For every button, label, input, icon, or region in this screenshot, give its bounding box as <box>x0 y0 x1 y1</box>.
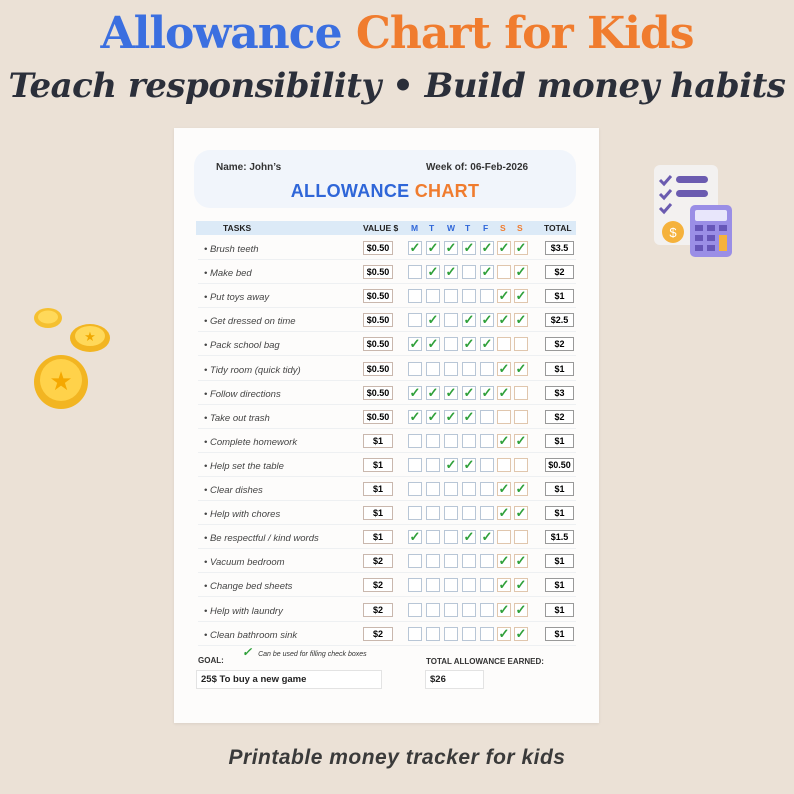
day-checkbox[interactable] <box>514 386 528 400</box>
day-checkbox[interactable] <box>497 241 511 255</box>
day-checkbox[interactable] <box>444 458 458 472</box>
check-icon: ✓ <box>515 625 527 641</box>
task-name: • Help set the table <box>204 460 284 472</box>
day-checkbox[interactable] <box>444 506 458 520</box>
check-icon: ✓ <box>409 529 421 545</box>
day-checkbox[interactable] <box>408 313 422 327</box>
day-checkbox[interactable] <box>497 313 511 327</box>
day-checkbox[interactable] <box>408 603 422 617</box>
task-total[interactable]: $1 <box>545 627 574 641</box>
day-checkbox[interactable] <box>426 362 440 376</box>
task-name: • Help with laundry <box>204 605 283 617</box>
svg-text:★: ★ <box>84 329 96 344</box>
check-icon: ✓ <box>463 336 475 352</box>
allowance-chart-sheet <box>174 128 599 723</box>
task-name: • Follow directions <box>204 388 281 400</box>
day-checkbox[interactable] <box>497 386 511 400</box>
subtitle: Teach responsibility • Build money habits <box>8 66 786 106</box>
task-label: Brush teeth <box>209 244 259 255</box>
day-checkbox[interactable] <box>426 530 440 544</box>
task-total[interactable]: $1 <box>545 578 574 592</box>
day-checkbox[interactable] <box>408 554 422 568</box>
check-icon: ✓ <box>409 336 421 352</box>
day-checkbox[interactable] <box>514 603 528 617</box>
task-name: • Change bed sheets <box>204 581 293 593</box>
day-checkbox[interactable] <box>444 289 458 303</box>
task-value[interactable]: $0.50 <box>363 362 393 376</box>
day-checkbox[interactable] <box>514 506 528 520</box>
task-value[interactable]: $0.50 <box>363 313 393 327</box>
day-checkbox[interactable] <box>480 530 494 544</box>
check-icon: ✓ <box>481 312 493 328</box>
day-checkbox[interactable] <box>426 313 440 327</box>
day-checkbox[interactable] <box>462 530 476 544</box>
day-checkbox[interactable] <box>408 627 422 641</box>
day-checkbox[interactable] <box>462 241 476 255</box>
task-label: Follow directions <box>209 388 281 400</box>
check-icon: ✓ <box>427 408 439 424</box>
task-total[interactable]: $1 <box>545 603 574 617</box>
task-total[interactable]: $1 <box>545 506 574 520</box>
check-icon: ✓ <box>481 240 493 255</box>
task-label: Clear dishes <box>209 485 263 496</box>
col-day: S <box>517 223 523 233</box>
child-name: Name: John’s <box>216 162 282 173</box>
check-icon: ✓ <box>498 505 510 521</box>
day-checkbox[interactable] <box>462 506 476 520</box>
footer-caption: Printable money tracker for kids <box>228 746 566 769</box>
day-checkbox[interactable] <box>514 410 528 424</box>
day-checkbox[interactable] <box>462 458 476 472</box>
day-checkbox[interactable] <box>497 362 511 376</box>
check-icon: ✓ <box>515 288 527 304</box>
day-checkbox[interactable] <box>444 265 458 279</box>
check-icon: ✓ <box>427 384 439 400</box>
day-checkbox[interactable] <box>514 530 528 544</box>
task-name: • Clean bathroom sink <box>204 629 298 641</box>
task-label: Clean bathroom sink <box>209 629 298 641</box>
day-checkbox[interactable] <box>462 554 476 568</box>
task-label: Help with laundry <box>209 605 283 617</box>
day-checkbox[interactable] <box>462 265 476 279</box>
day-checkbox[interactable] <box>444 578 458 592</box>
day-checkbox[interactable] <box>514 482 528 496</box>
day-checkbox[interactable] <box>408 458 422 472</box>
day-checkbox[interactable] <box>480 386 494 400</box>
check-icon: ✓ <box>481 384 493 400</box>
table-row <box>198 549 576 573</box>
day-checkbox[interactable] <box>444 627 458 641</box>
task-label: Make bed <box>209 268 252 280</box>
task-value[interactable]: $2 <box>363 578 393 592</box>
col-tasks: TASKS <box>223 223 252 233</box>
check-icon: ✓ <box>515 505 527 521</box>
task-total[interactable]: $2 <box>545 337 574 351</box>
day-checkbox[interactable] <box>497 603 511 617</box>
day-checkbox[interactable] <box>497 337 511 351</box>
check-icon: ✓ <box>463 384 475 400</box>
check-icon: ✓ <box>463 529 475 545</box>
task-value[interactable]: $0.50 <box>363 289 393 303</box>
task-total[interactable]: $2.5 <box>545 313 574 327</box>
day-checkbox[interactable] <box>426 578 440 592</box>
note-text: Can be used for filling check boxes <box>258 651 367 658</box>
table-row <box>198 236 576 260</box>
day-checkbox[interactable] <box>462 603 476 617</box>
day-checkbox[interactable] <box>480 506 494 520</box>
check-icon: ✓ <box>498 601 510 617</box>
col-day: T <box>429 223 435 233</box>
day-checkbox[interactable] <box>408 434 422 448</box>
day-checkbox[interactable] <box>497 265 511 279</box>
table-row <box>198 284 576 308</box>
task-label: Vacuum bedroom <box>209 557 285 569</box>
day-checkbox[interactable] <box>462 578 476 592</box>
day-checkbox[interactable] <box>426 627 440 641</box>
day-checkbox[interactable] <box>426 603 440 617</box>
table-row <box>198 453 576 477</box>
day-checkbox[interactable] <box>480 578 494 592</box>
day-checkbox[interactable] <box>426 482 440 496</box>
day-checkbox[interactable] <box>497 627 511 641</box>
check-icon: ✓ <box>481 336 493 352</box>
goal-field[interactable]: 25$ To buy a new game <box>196 670 382 689</box>
day-checkbox[interactable] <box>444 337 458 351</box>
table-row <box>198 308 576 332</box>
task-total[interactable]: $3 <box>545 386 574 400</box>
day-checkbox[interactable] <box>497 458 511 472</box>
day-checkbox[interactable] <box>462 434 476 448</box>
day-checkbox[interactable] <box>444 530 458 544</box>
table-row <box>198 405 576 429</box>
check-icon: ✓ <box>445 408 457 424</box>
check-icon: ✓ <box>242 645 253 659</box>
sheet-header <box>194 150 576 208</box>
day-checkbox[interactable] <box>497 482 511 496</box>
task-name: • Tidy room (quick tidy) <box>204 364 301 376</box>
task-value[interactable]: $0.50 <box>363 410 393 424</box>
task-value[interactable]: $2 <box>363 603 393 617</box>
check-icon: ✓ <box>498 288 510 304</box>
title-part2: Chart for Kids <box>355 8 694 59</box>
table-row <box>198 381 576 405</box>
day-checkbox[interactable] <box>426 410 440 424</box>
day-checkbox[interactable] <box>514 337 528 351</box>
day-checkbox[interactable] <box>514 289 528 303</box>
day-checkbox[interactable] <box>462 482 476 496</box>
day-checkbox[interactable] <box>514 313 528 327</box>
task-value[interactable]: $0.50 <box>363 386 393 400</box>
day-checkbox[interactable] <box>480 458 494 472</box>
day-checkbox[interactable] <box>426 458 440 472</box>
check-icon: ✓ <box>481 264 493 280</box>
total-earned-field[interactable]: $26 <box>425 670 484 689</box>
day-checkbox[interactable] <box>426 289 440 303</box>
day-checkbox[interactable] <box>426 554 440 568</box>
check-icon: ✓ <box>498 577 510 593</box>
day-checkbox[interactable] <box>426 386 440 400</box>
task-value[interactable]: $1 <box>363 530 393 544</box>
table-header <box>196 221 576 235</box>
check-icon: ✓ <box>481 529 493 545</box>
task-value[interactable]: $0.50 <box>363 241 393 255</box>
day-checkbox[interactable] <box>408 241 422 255</box>
task-value[interactable]: $2 <box>363 554 393 568</box>
table-row <box>198 477 576 501</box>
day-checkbox[interactable] <box>408 578 422 592</box>
task-name: • Brush teeth <box>204 244 259 255</box>
task-label: Help set the table <box>209 460 284 472</box>
task-label: Get dressed on time <box>209 316 296 328</box>
day-checkbox[interactable] <box>480 265 494 279</box>
check-icon: ✓ <box>498 240 510 255</box>
day-checkbox[interactable] <box>514 627 528 641</box>
task-total[interactable]: $2 <box>545 410 574 424</box>
check-icon: ✓ <box>498 312 510 328</box>
task-name: • Make bed <box>204 268 252 280</box>
check-icon: ✓ <box>445 240 457 255</box>
checklist-calculator-icon <box>650 162 740 258</box>
task-name: • Vacuum bedroom <box>204 557 285 569</box>
table-row <box>198 598 576 622</box>
task-label: Be respectful / kind words <box>209 533 319 545</box>
check-icon: ✓ <box>515 360 527 376</box>
day-checkbox[interactable] <box>426 337 440 351</box>
task-name: • Take out trash <box>204 412 270 424</box>
task-value[interactable]: $1 <box>363 482 393 496</box>
day-checkbox[interactable] <box>426 241 440 255</box>
check-icon: ✓ <box>463 312 475 328</box>
svg-text:$: $ <box>669 225 677 240</box>
day-checkbox[interactable] <box>462 627 476 641</box>
col-day: M <box>411 223 419 233</box>
day-checkbox[interactable] <box>480 410 494 424</box>
table-row <box>198 429 576 453</box>
check-icon: ✓ <box>498 360 510 376</box>
day-checkbox[interactable] <box>497 289 511 303</box>
day-checkbox[interactable] <box>514 362 528 376</box>
gold-coins-icon <box>28 300 118 415</box>
title-part1: Allowance <box>100 8 342 59</box>
day-checkbox[interactable] <box>497 578 511 592</box>
check-icon: ✓ <box>409 240 421 255</box>
check-icon: ✓ <box>427 336 439 352</box>
task-value[interactable]: $1 <box>363 434 393 448</box>
day-checkbox[interactable] <box>462 386 476 400</box>
task-value[interactable]: $2 <box>363 627 393 641</box>
day-checkbox[interactable] <box>480 337 494 351</box>
day-checkbox[interactable] <box>408 482 422 496</box>
task-total[interactable]: $1 <box>545 482 574 496</box>
day-checkbox[interactable] <box>514 554 528 568</box>
col-day: F <box>483 223 489 233</box>
task-label: Take out trash <box>209 412 270 424</box>
chart-title-part1: ALLOWANCE <box>290 181 410 201</box>
check-icon: ✓ <box>463 408 475 424</box>
check-icon: ✓ <box>515 601 527 617</box>
day-checkbox[interactable] <box>514 434 528 448</box>
check-icon: ✓ <box>498 553 510 569</box>
task-label: Complete homework <box>209 436 298 448</box>
day-checkbox[interactable] <box>497 506 511 520</box>
day-checkbox[interactable] <box>444 554 458 568</box>
table-row <box>198 622 576 646</box>
task-total[interactable]: $1 <box>545 554 574 568</box>
day-checkbox[interactable] <box>497 530 511 544</box>
day-checkbox[interactable] <box>480 241 494 255</box>
check-icon: ✓ <box>515 432 527 448</box>
day-checkbox[interactable] <box>408 362 422 376</box>
check-icon: ✓ <box>515 481 527 496</box>
total-earned-label: TOTAL ALLOWANCE EARNED: <box>426 657 544 666</box>
day-checkbox[interactable] <box>426 434 440 448</box>
check-icon: ✓ <box>498 384 510 400</box>
check-icon: ✓ <box>498 625 510 641</box>
table-row <box>198 573 576 597</box>
chart-title-part2: CHART <box>414 181 480 201</box>
check-icon: ✓ <box>515 577 527 593</box>
day-checkbox[interactable] <box>462 289 476 303</box>
check-icon: ✓ <box>498 432 510 448</box>
day-checkbox[interactable] <box>480 313 494 327</box>
check-note <box>242 645 367 659</box>
day-checkbox[interactable] <box>444 241 458 255</box>
col-total: TOTAL <box>544 223 572 233</box>
check-icon: ✓ <box>427 312 439 328</box>
day-checkbox[interactable] <box>426 506 440 520</box>
check-icon: ✓ <box>409 408 421 424</box>
day-checkbox[interactable] <box>462 337 476 351</box>
check-icon: ✓ <box>515 264 527 280</box>
task-total[interactable]: $1 <box>545 362 574 376</box>
day-checkbox[interactable] <box>426 265 440 279</box>
task-value[interactable]: $0.50 <box>363 337 393 351</box>
task-name: • Get dressed on time <box>204 316 296 328</box>
task-name: • Clear dishes <box>204 485 263 496</box>
col-day: T <box>465 223 471 233</box>
day-checkbox[interactable] <box>444 313 458 327</box>
task-total[interactable]: $3.5 <box>545 241 574 255</box>
day-checkbox[interactable] <box>514 458 528 472</box>
table-row <box>198 332 576 356</box>
day-checkbox[interactable] <box>514 241 528 255</box>
col-value: VALUE $ <box>363 223 399 233</box>
task-label: Help with chores <box>209 509 281 521</box>
day-checkbox[interactable] <box>480 482 494 496</box>
chart-title <box>194 181 576 202</box>
check-icon: ✓ <box>515 240 527 255</box>
table-row <box>198 501 576 525</box>
page-title <box>0 8 794 59</box>
day-checkbox[interactable] <box>497 410 511 424</box>
task-total[interactable]: $1 <box>545 289 574 303</box>
day-checkbox[interactable] <box>480 603 494 617</box>
task-label: Tidy room (quick tidy) <box>209 364 301 376</box>
day-checkbox[interactable] <box>408 506 422 520</box>
col-day: S <box>500 223 506 233</box>
day-checkbox[interactable] <box>462 313 476 327</box>
task-total[interactable]: $1 <box>545 434 574 448</box>
day-checkbox[interactable] <box>444 482 458 496</box>
task-name: • Pack school bag <box>204 340 280 352</box>
day-checkbox[interactable] <box>480 627 494 641</box>
check-icon: ✓ <box>498 481 510 496</box>
day-checkbox[interactable] <box>408 530 422 544</box>
task-name: • Be respectful / kind words <box>204 533 319 545</box>
task-total[interactable]: $1.5 <box>545 530 574 544</box>
day-checkbox[interactable] <box>408 289 422 303</box>
day-checkbox[interactable] <box>462 410 476 424</box>
day-checkbox[interactable] <box>462 362 476 376</box>
svg-text:★: ★ <box>49 366 73 396</box>
task-value[interactable]: $1 <box>363 458 393 472</box>
check-icon: ✓ <box>445 384 457 400</box>
task-name: • Help with chores <box>204 509 281 521</box>
check-icon: ✓ <box>515 553 527 569</box>
check-icon: ✓ <box>427 264 439 280</box>
day-checkbox[interactable] <box>408 265 422 279</box>
col-day: W <box>447 223 456 233</box>
check-icon: ✓ <box>445 456 457 472</box>
day-checkbox[interactable] <box>444 434 458 448</box>
task-label: Change bed sheets <box>209 581 293 593</box>
day-checkbox[interactable] <box>514 265 528 279</box>
task-label: Pack school bag <box>209 340 280 352</box>
day-checkbox[interactable] <box>514 578 528 592</box>
day-checkbox[interactable] <box>444 362 458 376</box>
task-name: • Complete homework <box>204 436 298 448</box>
table-row <box>198 260 576 284</box>
day-checkbox[interactable] <box>497 554 511 568</box>
check-icon: ✓ <box>515 312 527 328</box>
check-icon: ✓ <box>445 264 457 280</box>
task-total[interactable]: $2 <box>545 265 574 279</box>
day-checkbox[interactable] <box>480 289 494 303</box>
check-icon: ✓ <box>409 384 421 400</box>
table-row <box>198 525 576 549</box>
goal-label: GOAL: <box>198 656 224 665</box>
table-row <box>198 357 576 381</box>
day-checkbox[interactable] <box>480 434 494 448</box>
check-icon: ✓ <box>427 240 439 255</box>
check-icon: ✓ <box>463 456 475 472</box>
task-value[interactable]: $1 <box>363 506 393 520</box>
task-total[interactable]: $0.50 <box>545 458 574 472</box>
check-icon: ✓ <box>463 240 475 255</box>
day-checkbox[interactable] <box>480 554 494 568</box>
day-checkbox[interactable] <box>444 603 458 617</box>
day-checkbox[interactable] <box>408 337 422 351</box>
week-of: Week of: 06-Feb-2026 <box>426 162 529 173</box>
task-label: Put toys away <box>209 292 270 304</box>
day-checkbox[interactable] <box>408 410 422 424</box>
day-checkbox[interactable] <box>444 410 458 424</box>
day-checkbox[interactable] <box>408 386 422 400</box>
day-checkbox[interactable] <box>444 386 458 400</box>
task-name: • Put toys away <box>204 292 270 304</box>
day-checkbox[interactable] <box>497 434 511 448</box>
task-value[interactable]: $0.50 <box>363 265 393 279</box>
day-checkbox[interactable] <box>480 362 494 376</box>
